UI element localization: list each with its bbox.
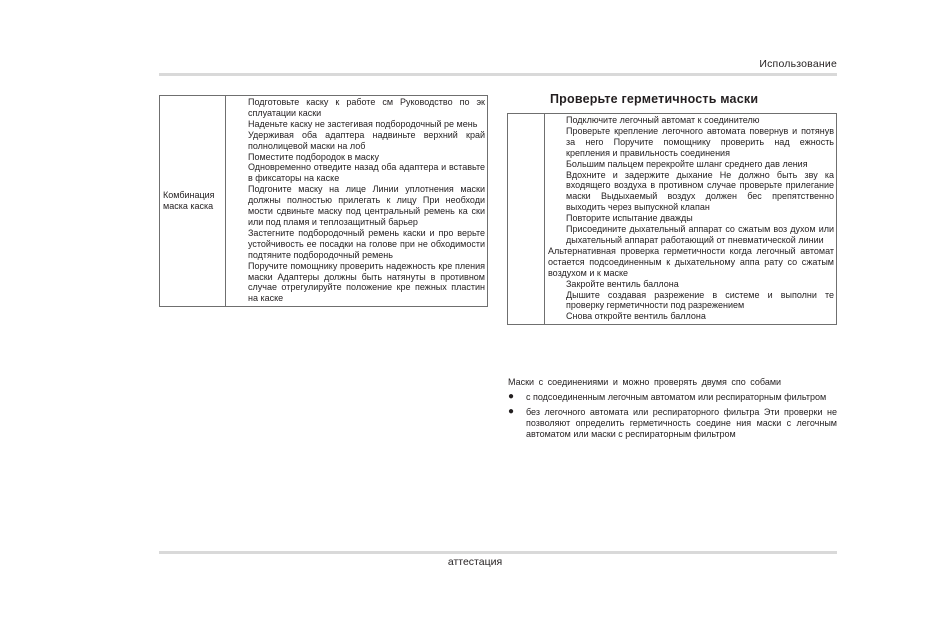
table-steps-cell: [226, 96, 487, 306]
step-item: Большим пальцем перекройте шланг среднего дав ления: [566, 158, 808, 169]
step-item: Одновременно отведите назад оба адаптера и вставьте в фиксаторы на каске: [248, 162, 485, 184]
footer-label: аттестация: [447, 556, 503, 568]
methods-block: [508, 377, 837, 440]
header-rule: [159, 73, 837, 76]
alternative-check-text: Альтернативная проверка герметичности когда легочный автомат остается подсоединенным к дыхательному аппа рату со сжатым воздухом и к маске: [548, 245, 834, 278]
step-item: Вдохните и задержите дыхание Не должно быть зву ка входящего воздуха в противном случае проверьте прилегание маски Выдыхаемый воздух должен бес препятственно выходить через выпускной клапан: [566, 169, 834, 213]
step-item: Застегните подбородочный ремень каски и про верьте устойчивость ее посадки на голове при не обходимости подтяните подбородочный ремень: [248, 227, 485, 260]
bullet-icon: ●: [508, 405, 515, 417]
step-item: Присоедините дыхательный аппарат со сжатым воз духом или дыхательный аппарат работающий от пневматической линии: [566, 224, 834, 245]
list-item-text: с подсоединенным легочным автоматом или респираторным фильтром: [526, 391, 827, 402]
step-item: Дышите создавая разрежение в системе и выполни те проверку герметичности под разрежением: [566, 289, 834, 311]
step-item: Наденьте каску не застегивая подбородочный ре мень: [248, 118, 478, 129]
list-item: [508, 407, 837, 440]
step-item: Подключите легочный автомат к соединителю: [566, 115, 760, 125]
step-item: Снова откройте вентиль баллона: [566, 311, 706, 322]
step-item: Поручите помощнику проверить надежность кре пления маски Адаптеры должны быть натянуты в противном случае отрегулируйте положение кре пежных пластин на каске: [248, 260, 485, 304]
footer-rule: [159, 551, 837, 554]
helmet-combination-table: [159, 95, 488, 307]
bullet-icon: ●: [508, 390, 515, 402]
table-steps-cell: [545, 114, 836, 324]
section-header: Использование: [759, 58, 837, 70]
methods-note: Маски с соединениями и можно проверять двумя спо собами: [508, 377, 782, 387]
step-item: Закройте вентиль баллона: [566, 278, 679, 289]
step-item: Повторите испытание дважды: [566, 213, 693, 224]
step-item: Проверьте крепление легочного автомата повернув и потянув за него Поручите помощнику проверить над ежность крепления и правильность соединения: [566, 125, 834, 158]
step-item: Подгоните маску на лице Линии уплотнения маски должны полностью прилегать к лицу При необходи мости сдвиньте маску под центральный ремень ка ски или под пламя и теплозащитный барьер: [248, 184, 485, 227]
table-row-title: Комбинация маска каска: [160, 96, 226, 306]
step-item: Удерживая оба адаптера надвиньте верхний край полнолицевой маски на лоб: [248, 129, 485, 151]
table-empty-cell: [508, 114, 545, 324]
list-item-text: без легочного автомата или респираторного фильтра Эти проверки не позволяют определить герметичность соедине ния маски с легочным автоматом или маски с респираторным фильтром: [526, 406, 837, 439]
leak-test-table: [507, 113, 837, 325]
step-item: Поместите подбородок в маску: [248, 151, 379, 162]
step-item: Подготовьте каску к работе см Руководство по эк сплуатации каски: [248, 97, 485, 118]
list-item: [508, 392, 837, 403]
section-title: Проверьте герметичность маски: [550, 92, 759, 106]
